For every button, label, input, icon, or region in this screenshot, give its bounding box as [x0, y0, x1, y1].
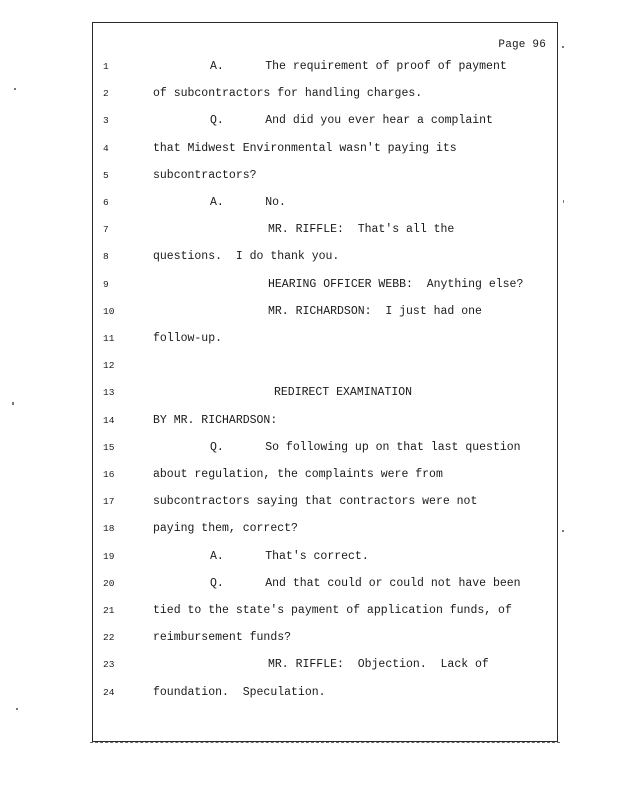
- transcript-line: [93, 302, 557, 322]
- line-text: questions. I do thank you.: [153, 250, 340, 264]
- scan-speck: [12, 402, 14, 405]
- scan-speck: [563, 200, 564, 203]
- scan-speck: [16, 708, 18, 710]
- scan-speck: [562, 530, 564, 532]
- line-number: 1: [103, 61, 109, 72]
- line-text: subcontractors?: [153, 168, 257, 182]
- line-number: 18: [103, 523, 115, 535]
- line-number: 6: [103, 197, 109, 208]
- transcript-line: [93, 139, 557, 159]
- page-bottom-rule: [90, 742, 560, 745]
- line-number: 22: [103, 632, 115, 644]
- transcript-page: [92, 22, 558, 742]
- line-text: HEARING OFFICER WEBB: Anything else?: [268, 277, 524, 291]
- line-text: that Midwest Environmental wasn't paying its: [153, 141, 457, 155]
- transcript-line: [93, 193, 557, 213]
- line-number: 14: [103, 414, 115, 426]
- line-text: subcontractors saying that contractors were not: [153, 495, 478, 509]
- transcript-line: [93, 547, 557, 567]
- line-text: MR. RICHARDSON: I just had one: [268, 304, 482, 318]
- scan-speck: [562, 46, 564, 48]
- transcript-line: [93, 84, 557, 104]
- line-number: 2: [103, 88, 109, 100]
- line-number: 21: [103, 605, 115, 616]
- line-number: 13: [103, 387, 115, 399]
- transcript-line: [93, 438, 557, 458]
- transcript-line: [93, 383, 557, 403]
- line-text: foundation. Speculation.: [153, 685, 326, 699]
- line-text: about regulation, the complaints were from: [153, 468, 443, 481]
- line-text: reimbursement funds?: [153, 631, 292, 645]
- line-number: 17: [103, 496, 115, 508]
- line-text: Q. And did you ever hear a complaint: [210, 114, 493, 128]
- scan-speck: [14, 88, 16, 90]
- line-number: 10: [103, 305, 115, 317]
- line-number: 12: [103, 360, 115, 372]
- line-number: 9: [103, 278, 109, 290]
- line-number: 3: [103, 115, 109, 127]
- transcript-line: [93, 492, 557, 512]
- transcript-line: [93, 519, 557, 539]
- transcript-line: [93, 411, 557, 431]
- transcript-line: [93, 57, 557, 77]
- line-text: of subcontractors for handling charges.: [153, 87, 423, 101]
- transcript-line: [93, 601, 557, 621]
- transcript-line: [93, 111, 557, 131]
- line-number: 4: [103, 142, 109, 154]
- line-number: 11: [103, 333, 115, 344]
- transcript-line: [93, 329, 557, 349]
- line-number: 23: [103, 659, 115, 671]
- line-number: 5: [103, 169, 109, 181]
- line-text: A. The requirement of proof of payment: [210, 60, 507, 73]
- transcript-line: [93, 574, 557, 594]
- line-text: follow-up.: [153, 332, 223, 345]
- line-text: MR. RIFFLE: That's all the: [268, 223, 455, 237]
- line-text: MR. RIFFLE: Objection. Lack of: [268, 658, 489, 672]
- transcript-line: [93, 275, 557, 295]
- line-text: tied to the state's payment of application funds, of: [153, 604, 512, 617]
- line-text: REDIRECT EXAMINATION: [274, 386, 413, 400]
- line-number: 24: [103, 686, 115, 698]
- line-text: A. No.: [210, 196, 286, 209]
- line-text: Q. And that could or could not have been: [210, 576, 521, 590]
- line-text: Q. So following up on that last question: [210, 440, 521, 454]
- line-number: 19: [103, 550, 115, 562]
- transcript-line: [93, 628, 557, 648]
- transcript-line: [93, 247, 557, 267]
- line-text: paying them, correct?: [153, 522, 298, 536]
- line-number: 7: [103, 224, 109, 236]
- transcript-line: [93, 683, 557, 703]
- transcript-line: [93, 356, 557, 376]
- line-number: 16: [103, 469, 115, 480]
- page-number: Page 96: [498, 39, 546, 51]
- line-number: 20: [103, 577, 115, 589]
- transcript-line: [93, 655, 557, 675]
- line-text: BY MR. RICHARDSON:: [153, 413, 278, 427]
- line-number: 15: [103, 441, 115, 453]
- line-number: 8: [103, 251, 109, 263]
- transcript-line: [93, 220, 557, 240]
- transcript-line: [93, 465, 557, 485]
- line-text: A. That's correct.: [210, 549, 369, 563]
- transcript-line: [93, 166, 557, 186]
